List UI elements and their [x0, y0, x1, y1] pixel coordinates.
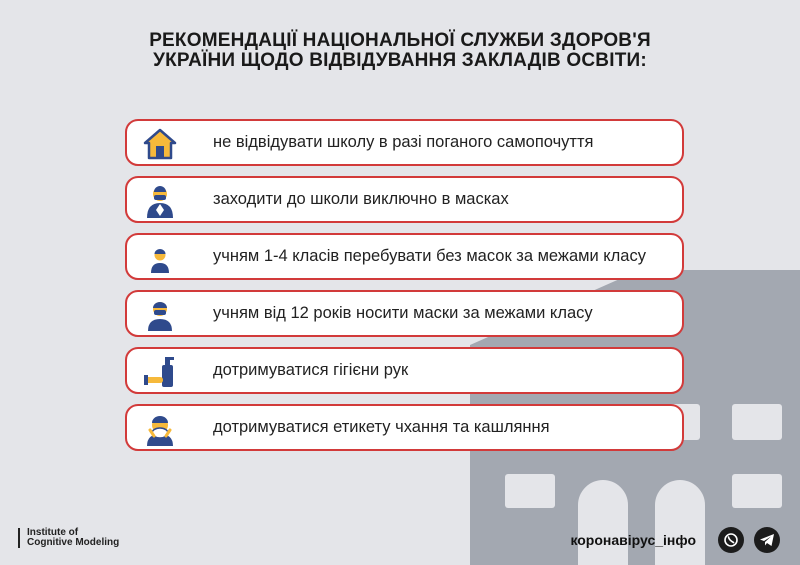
sneezing-person-icon [143, 412, 177, 446]
title-line-1: РЕКОМЕНДАЦІЇ НАЦІОНАЛЬНОЇ СЛУЖБИ ЗДОРОВ'Я [149, 30, 651, 51]
institute-logo [18, 528, 119, 548]
teacher-with-mask-icon [143, 184, 177, 218]
child-icon [143, 241, 177, 275]
recommendations-list [125, 119, 684, 461]
title-line-2: УКРАЇНИ ЩОДО ВІДВІДУВАННЯ ЗАКЛАДІВ ОСВІТИ: [153, 50, 647, 71]
institute-logo-line-1: Institute of [27, 527, 79, 538]
recommendation-text: не відвідувати школу в разі поганого самопочуття [213, 133, 594, 151]
recommendation-text: учням 1-4 класів перебувати без масок за межами класу [213, 247, 646, 265]
recommendation-card [125, 290, 684, 337]
child-with-mask-icon [143, 298, 177, 332]
recommendation-card [125, 233, 684, 280]
recommendation-card [125, 404, 684, 451]
viber-icon[interactable] [718, 527, 744, 553]
institute-logo-line-2: Cognitive Modeling [27, 537, 120, 548]
hand-sanitizer-icon [143, 355, 177, 389]
recommendation-card [125, 347, 684, 394]
recommendation-card [125, 176, 684, 223]
recommendation-text: дотримуватися етикету чхання та кашляння [213, 418, 550, 436]
recommendation-text: заходити до школи виключно в масках [213, 190, 509, 208]
recommendation-card [125, 119, 684, 166]
footer-links [570, 527, 780, 553]
telegram-icon[interactable] [754, 527, 780, 553]
site-handle[interactable]: коронавірус_інфо [570, 532, 696, 548]
recommendation-text: учням від 12 років носити маски за межами класу [213, 304, 593, 322]
page-title [0, 31, 800, 71]
recommendation-text: дотримуватися гігієни рук [213, 361, 409, 379]
house-icon [143, 127, 177, 161]
